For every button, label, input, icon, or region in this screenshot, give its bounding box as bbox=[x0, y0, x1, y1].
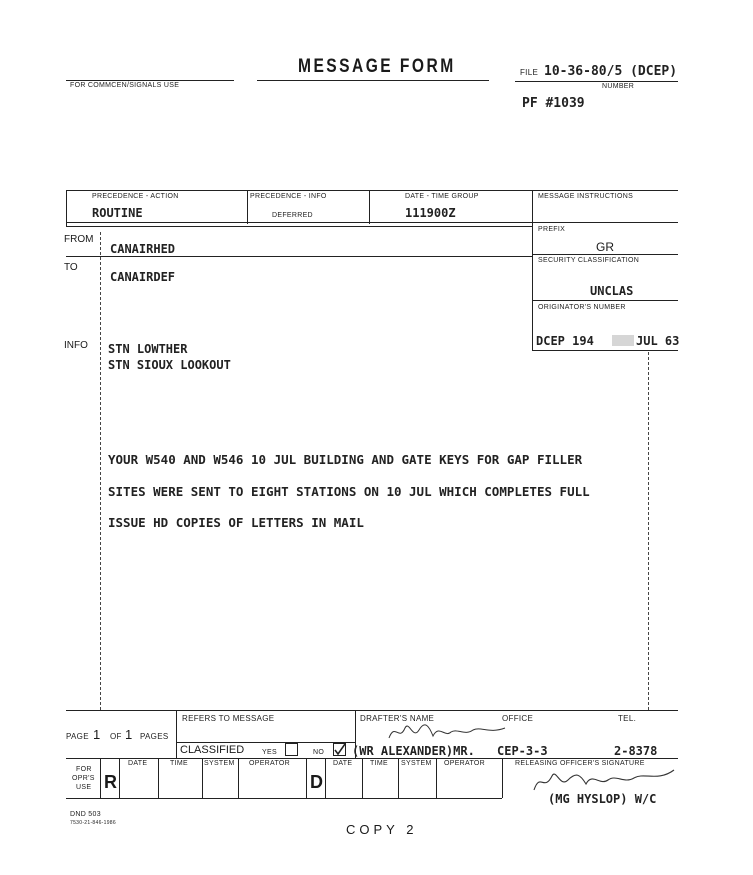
instructions-label: MESSAGE INSTRUCTIONS bbox=[538, 193, 634, 200]
body-line-2: SITES WERE SENT TO EIGHT STATIONS ON 10 JUL WHICH COMPLETES FULL bbox=[108, 484, 590, 499]
frame-left-top bbox=[66, 190, 67, 226]
footer-v1 bbox=[176, 710, 177, 758]
to-value: CANAIRDEF bbox=[110, 270, 176, 284]
r-mark: R bbox=[104, 772, 117, 792]
opr-v9 bbox=[436, 758, 437, 798]
opr-v3 bbox=[202, 758, 203, 798]
precedence-info-label: PRECEDENCE - INFO bbox=[250, 193, 327, 200]
yes-label: YES bbox=[262, 749, 277, 756]
originator-date: JUL 63 bbox=[636, 334, 680, 348]
rp-rule-4 bbox=[532, 350, 678, 351]
opr-v4 bbox=[238, 758, 239, 798]
opr-v1 bbox=[119, 758, 120, 798]
system-label-2: SYSTEM bbox=[401, 760, 432, 767]
opr-v7 bbox=[362, 758, 363, 798]
of-label: OF bbox=[110, 732, 122, 741]
opr-label-3: USE bbox=[76, 784, 92, 791]
info-value-2: STN SIOUX LOOKOUT bbox=[108, 358, 231, 372]
prefix-label: PREFIX bbox=[538, 226, 566, 233]
from-value: CANAIRHED bbox=[110, 242, 176, 256]
tel-value: 2-8378 bbox=[614, 744, 658, 758]
system-label-1: SYSTEM bbox=[204, 760, 235, 767]
opr-label-1: FOR bbox=[76, 766, 92, 773]
dnd-code: DND 503 bbox=[70, 811, 101, 818]
info-label: INFO bbox=[64, 340, 88, 351]
stock-code: 7530-21-846-1986 bbox=[70, 820, 116, 826]
from-rule bbox=[66, 256, 532, 257]
rp-rule-2 bbox=[532, 254, 678, 255]
tel-label: TEL. bbox=[618, 714, 637, 723]
classified-no-checkbox[interactable] bbox=[333, 743, 346, 756]
number-label: NUMBER bbox=[602, 83, 635, 90]
redaction-mark bbox=[612, 335, 634, 346]
no-label: NO bbox=[313, 749, 325, 756]
date-label-1: DATE bbox=[128, 760, 148, 767]
opr-v0 bbox=[100, 758, 101, 798]
frame-top bbox=[66, 190, 678, 191]
opr-v10 bbox=[502, 758, 503, 798]
operator-label-1: OPERATOR bbox=[249, 760, 291, 767]
page-total: 1 bbox=[125, 727, 133, 742]
toprow-bottom-2 bbox=[66, 226, 532, 227]
originator-label: ORIGINATOR'S NUMBER bbox=[538, 304, 626, 311]
commcen-label: FOR COMMCEN/SIGNALS USE bbox=[70, 82, 180, 89]
time-label-2: TIME bbox=[370, 760, 388, 767]
file-rule bbox=[515, 81, 678, 82]
copy-label: COPY 2 bbox=[346, 822, 418, 837]
commcen-rule bbox=[66, 80, 234, 81]
dtg-label: DATE - TIME GROUP bbox=[405, 193, 479, 200]
classified-rule bbox=[176, 742, 355, 743]
classified-label: CLASSIFIED bbox=[180, 744, 245, 756]
check-mark-icon bbox=[334, 744, 345, 755]
page-label: PAGE bbox=[66, 732, 89, 741]
classified-yes-checkbox[interactable] bbox=[285, 743, 298, 756]
time-label-1: TIME bbox=[170, 760, 188, 767]
originator-value: DCEP 194 bbox=[536, 334, 594, 348]
to-label: TO bbox=[64, 262, 78, 273]
form-title: MESSAGE FORM bbox=[298, 56, 456, 77]
file-label: FILE bbox=[520, 68, 539, 77]
opr-label-2: OPR'S bbox=[72, 775, 95, 782]
refers-label: REFERS TO MESSAGE bbox=[182, 714, 275, 723]
precedence-action-label: PRECEDENCE - ACTION bbox=[92, 193, 179, 200]
opr-v8 bbox=[398, 758, 399, 798]
drafter-label: DRAFTER'S NAME bbox=[360, 714, 435, 723]
operator-label-2: OPERATOR bbox=[444, 760, 486, 767]
body-line-3: ISSUE HD COPIES OF LETTERS IN MAIL bbox=[108, 515, 364, 530]
pf-number: PF #1039 bbox=[522, 96, 585, 111]
d-mark: D bbox=[310, 772, 323, 792]
releasing-signature-icon bbox=[528, 764, 678, 794]
right-panel-divider bbox=[532, 190, 533, 350]
col-divider-2 bbox=[369, 190, 370, 224]
releasing-label: RELEASING OFFICER'S SIGNATURE bbox=[515, 760, 645, 767]
security-label: SECURITY CLASSIFICATION bbox=[538, 257, 640, 264]
drafter-signature-icon bbox=[385, 718, 515, 744]
dtg-value: 111900Z bbox=[405, 206, 456, 220]
from-label: FROM bbox=[64, 234, 94, 245]
date-label-2: DATE bbox=[333, 760, 353, 767]
office-label: OFFICE bbox=[502, 714, 534, 723]
toprow-bottom-1 bbox=[66, 222, 532, 223]
rp-rule-3 bbox=[532, 300, 678, 301]
title-rule bbox=[257, 80, 489, 81]
rp-rule-1 bbox=[532, 222, 678, 223]
left-dashed-margin bbox=[100, 232, 101, 710]
body-line-1: YOUR W540 AND W546 10 JUL BUILDING AND GATE KEYS FOR GAP FILLER bbox=[108, 452, 583, 467]
releasing-value: (MG HYSLOP) W/C bbox=[548, 792, 657, 806]
prefix-value: GR bbox=[596, 240, 614, 254]
opr-v6 bbox=[325, 758, 326, 798]
precedence-action-value: ROUTINE bbox=[92, 206, 143, 220]
opr-v2 bbox=[158, 758, 159, 798]
opr-v5 bbox=[306, 758, 307, 798]
footer-top-rule bbox=[66, 710, 678, 711]
pages-label: PAGES bbox=[140, 732, 169, 741]
drafter-value: (WR ALEXANDER)MR. bbox=[352, 744, 475, 758]
info-value-1: STN LOWTHER bbox=[108, 342, 188, 356]
page-num: 1 bbox=[93, 727, 101, 742]
footer-bottom-rule bbox=[66, 798, 502, 799]
office-value: CEP-3-3 bbox=[497, 744, 548, 758]
col-divider-1 bbox=[247, 190, 248, 224]
file-number: 10-36-80/5 (DCEP) bbox=[544, 64, 678, 79]
precedence-info-value: DEFERRED bbox=[272, 212, 313, 219]
right-dashed-margin bbox=[648, 352, 649, 710]
security-value: UNCLAS bbox=[590, 284, 634, 298]
